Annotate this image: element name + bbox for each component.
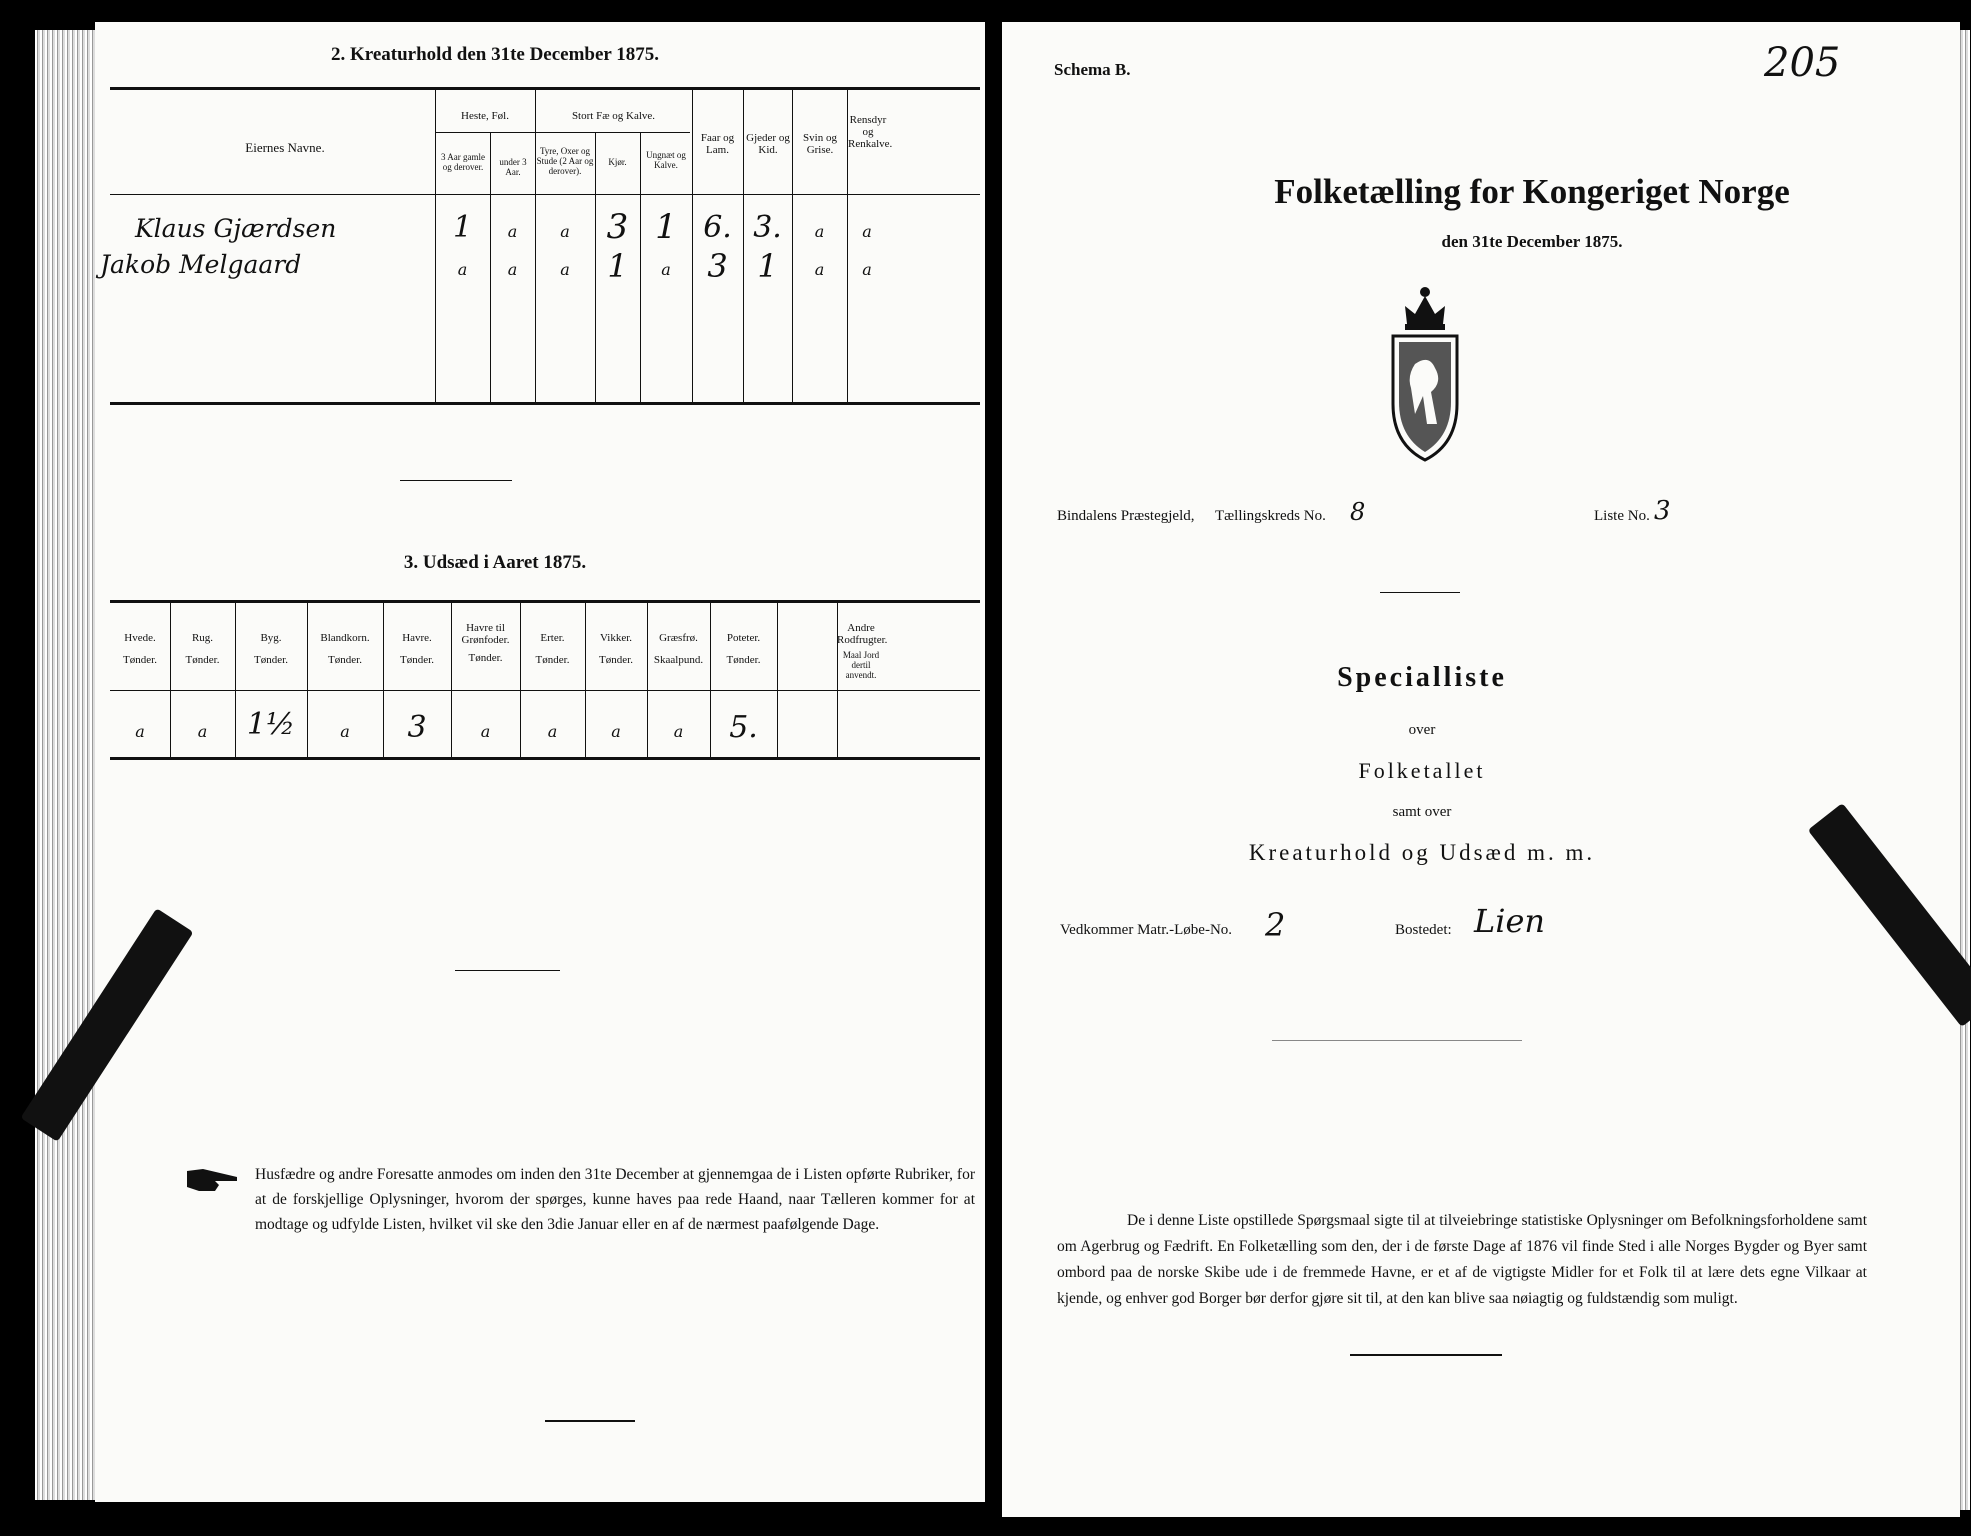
mixed-grain-header: Blandkorn. Tønder. (320, 632, 370, 666)
wheat-header: Hvede. Tønder. (123, 632, 157, 666)
cell-horses-old-1: 1 (452, 210, 473, 245)
pigs-header: Svin og Grise. (803, 132, 837, 156)
folketallet-label: Folketallet (1358, 758, 1486, 783)
pointing-hand-icon (185, 1165, 241, 1195)
divider (455, 970, 560, 971)
cell-goats-1: 3. (753, 210, 782, 245)
district-label: Tællingskreds No. (1215, 508, 1326, 524)
grass-seed-header: Græsfrø. Skaalpund. (653, 632, 704, 666)
divider (1350, 1354, 1502, 1356)
owner-name-2: Jakob Melgaard (100, 250, 302, 279)
potatoes-header: Poteter. Tønder. (726, 632, 761, 666)
left-page-stack-edge (35, 30, 97, 1500)
census-subtitle: den 31te December 1875. (1441, 232, 1623, 251)
owner-header: Eiernes Navne. (245, 140, 325, 155)
divider (545, 1420, 635, 1422)
list-label: Liste No. (1594, 508, 1650, 524)
cell-horses-old-2: a (457, 260, 468, 279)
divider (400, 480, 512, 481)
horses-header: Heste, Føl. (461, 110, 509, 122)
seed-green-fodder: a (480, 722, 491, 741)
owner-name-1: Klaus Gjærdsen (135, 214, 337, 243)
cell-reindeer-1: a (862, 222, 872, 241)
rye-header: Rug. Tønder. (185, 632, 220, 666)
sheep-header: Faar og Lam. (700, 132, 735, 156)
cell-pigs-2: a (814, 260, 825, 279)
special-title: Specialliste (1337, 662, 1507, 693)
root-crops-header: Andre Rodfrugter. Maal Jord dertil anvendt. (837, 622, 888, 680)
barley-header: Byg. Tønder. (254, 632, 288, 666)
cell-young-cattle-1: 1 (655, 207, 677, 247)
parish-label: Bindalens Præstegjeld, (1057, 508, 1195, 524)
cell-bulls-2: a (560, 260, 570, 279)
cattle-bulls-header: Tyre, Oxer og Stude (2 Aar og derover). (536, 146, 594, 176)
seed-oats: 3 (407, 710, 427, 745)
samt-over-label: samt over (1392, 804, 1452, 820)
green-fodder-header: Havre til Grønfoder. Tønder. (461, 622, 510, 664)
intro-paragraph: De i denne Liste opstillede Spørgsmaal sigte til at tilveiebringe statistiske Oplysninger om Befolkningsforholdene samt om Agerbrug og Fædrift. En Folketælling som den, der i de første Dage af 1876 vil finde Sted i alle Norges Bygder og Byer samt ombord paa de norske Skibe ude i de fremmede Havne, er et af de vigtigste Midler for et Folk til at lære dets egne Vilkaar at kjende, og enhver god Borger bør derfor gjøre sit til, at den kan blive saa nøiagtig og fuldstændig som muligt. (1057, 1212, 1867, 1307)
seed-potatoes: 5. (729, 710, 758, 745)
cell-pigs-1: a (814, 222, 825, 241)
page-number: 205 (1764, 40, 1841, 86)
section3-title: 3. Udsæd i Aaret 1875. (403, 552, 587, 573)
peas-header: Erter. Tønder. (535, 632, 570, 666)
seed-vetch: a (611, 722, 621, 741)
kreaturhold-label: Kreaturhold og Udsæd m. m. (1248, 840, 1596, 865)
right-page (1002, 22, 1960, 1517)
district-number: 8 (1350, 498, 1366, 526)
reindeer-header: Rensdyr og Renkalve. (848, 114, 893, 150)
cattle-cows-header: Kjør. (608, 157, 627, 167)
cattle-young-header: Ungnæt og Kalve. (646, 150, 686, 170)
norwegian-coat-of-arms-icon (1385, 284, 1465, 462)
cell-cows-1: 3 (606, 207, 629, 247)
divider (1380, 592, 1460, 593)
seed-rye: a (197, 722, 208, 741)
left-page (95, 22, 985, 1502)
cell-reindeer-2: a (862, 260, 872, 279)
cell-young-cattle-2: a (661, 260, 671, 279)
goats-header: Gjeder og Kid. (746, 132, 790, 156)
matr-number: 2 (1265, 906, 1286, 944)
horses-young-header: under 3 Aar. (499, 157, 527, 177)
over-label: over (1408, 722, 1436, 738)
oats-header: Havre. Tønder. (400, 632, 434, 666)
seed-wheat: a (135, 722, 145, 741)
cell-sheep-2: 3 (707, 247, 728, 285)
cell-sheep-1: 6. (703, 210, 732, 245)
bosted-value: Lien (1474, 902, 1546, 940)
cell-horses-young-2: a (507, 260, 518, 279)
notice-text: Husfædre og andre Foresatte anmodes om inden den 31te December at gjennemgaa de i Listen opførte Rubriker, for at de forskjellige Oplysninger, hvorom der spørges, kunne haves paa rede Haand, naar Tælleren kommer for at modtage og udfylde Listen, hvilket vil ske den 3die Januar eller en af de nærmest paafølgende Dage. (255, 1166, 975, 1233)
cell-horses-young-1: a (507, 222, 518, 241)
list-number: 3 (1654, 496, 1671, 526)
horses-old-header: 3 Aar gamle og derover. (441, 152, 485, 172)
cattle-header: Stort Fæ og Kalve. (571, 110, 656, 122)
census-title: Folketælling for Kongeriget Norge (1274, 172, 1790, 211)
seed-peas: a (547, 722, 558, 741)
cell-goats-2: 1 (757, 247, 778, 285)
matr-label: Vedkommer Matr.-Løbe-No. (1060, 922, 1233, 938)
bosted-label: Bostedet: (1395, 922, 1452, 938)
section2-title: 2. Kreaturhold den 31te December 1875. (330, 44, 660, 65)
vetch-header: Vikker. Tønder. (599, 632, 633, 666)
seed-barley: 1½ (246, 707, 296, 742)
seed-mixed-grain: a (340, 722, 350, 741)
cell-cows-2: 1 (607, 247, 628, 285)
seed-grass: a (673, 722, 684, 741)
divider (1272, 1040, 1522, 1041)
schema-label: Schema B. (1054, 60, 1131, 79)
cell-bulls-1: a (560, 222, 570, 241)
